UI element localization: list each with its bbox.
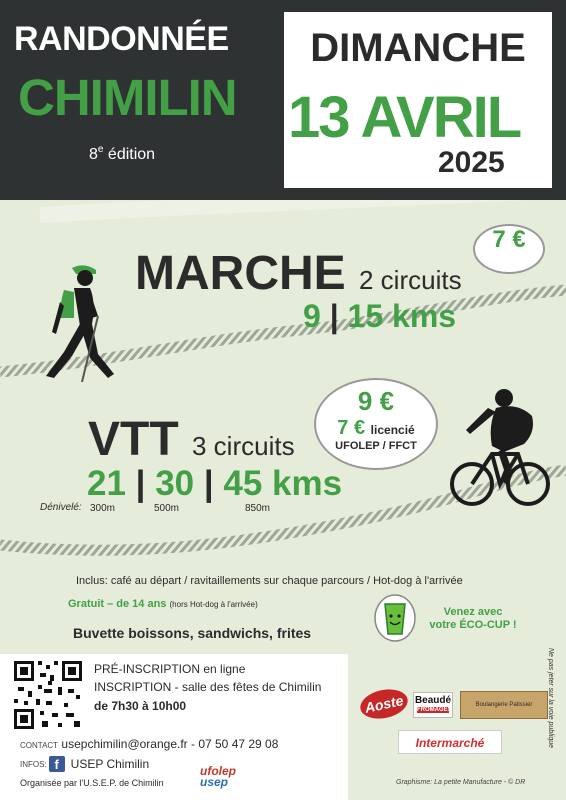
pre-inscription-text: PRÉ-INSCRIPTION en ligne bbox=[94, 662, 246, 676]
marche-distances: 9 | 15 kms bbox=[303, 298, 457, 334]
marche-price-badge: 7 € bbox=[473, 224, 545, 274]
qr-code[interactable] bbox=[12, 659, 84, 731]
horaires-text: de 7h30 à 10h00 bbox=[94, 699, 187, 713]
vtt-distances: 21 | 30 | 45 kms bbox=[87, 464, 343, 503]
date-year: 2025 bbox=[438, 146, 505, 179]
denivele-45: 850m bbox=[245, 503, 271, 514]
graphisme-credit: Graphisme: La petite Manufacture - © DR bbox=[396, 779, 526, 786]
title-chimilin: CHIMILIN bbox=[18, 69, 237, 126]
marche-heading: MARCHE 2 circuits bbox=[135, 247, 462, 300]
cyclist-illustration bbox=[448, 386, 552, 512]
buvette-text: Buvette boissons, sandwichs, frites bbox=[73, 625, 312, 641]
contact-line: CONTACT usepchimilin@orange.fr - 07 50 47 29 08 bbox=[20, 737, 279, 751]
ecocup-text: Venez avec votre ÉCO-CUP ! bbox=[429, 606, 517, 631]
denivele-label: Dénivelé: bbox=[40, 502, 82, 513]
vtt-price-badge bbox=[314, 378, 438, 470]
infos-line: INFOS: f USEP Chimilin bbox=[20, 757, 150, 772]
denivele-30: 500m bbox=[154, 503, 180, 514]
inscription-text: INSCRIPTION - salle des fêtes de Chimilin bbox=[94, 680, 322, 694]
title-randonnee: RANDONNÉE bbox=[14, 20, 229, 58]
ne-pas-jeter-notice: Ne pas jeter sur la voie publique bbox=[547, 648, 554, 749]
hiker-illustration bbox=[40, 262, 120, 386]
beaude-logo: Beaudé FROMAGES bbox=[413, 692, 453, 718]
aoste-logo: Aoste bbox=[358, 685, 411, 722]
date-day: DIMANCHE bbox=[310, 26, 526, 70]
intermarche-logo: Intermarché bbox=[398, 730, 502, 754]
ufolep-usep-logo: ufolep usep bbox=[200, 764, 236, 789]
vtt-federation: UFOLEP / FFCT bbox=[335, 440, 417, 452]
date-day-month: 13 AVRIL bbox=[288, 85, 521, 150]
edition-label: 8e édition bbox=[89, 144, 156, 163]
gratuit-text: Gratuit – de 14 ans (hors Hot-dog à l'arrivée) bbox=[68, 598, 258, 610]
denivele-21: 300m bbox=[90, 503, 116, 514]
vtt-price-main: 9 € bbox=[357, 386, 395, 416]
ecocup-icon bbox=[374, 594, 416, 642]
facebook-icon[interactable]: f bbox=[49, 756, 65, 772]
boulangerie-logo: Boulangerie Patissier bbox=[460, 691, 548, 719]
inclus-text: Inclus: café au départ / ravitaillements sur chaque parcours / Hot-dog à l'arrivée bbox=[76, 575, 463, 587]
vtt-price-licencie: 7 € licencié bbox=[337, 417, 415, 439]
vtt-heading: VTT 3 circuits bbox=[88, 413, 295, 466]
organise-text: Organisée par l'U.S.E.P. de Chimilin bbox=[20, 778, 164, 788]
